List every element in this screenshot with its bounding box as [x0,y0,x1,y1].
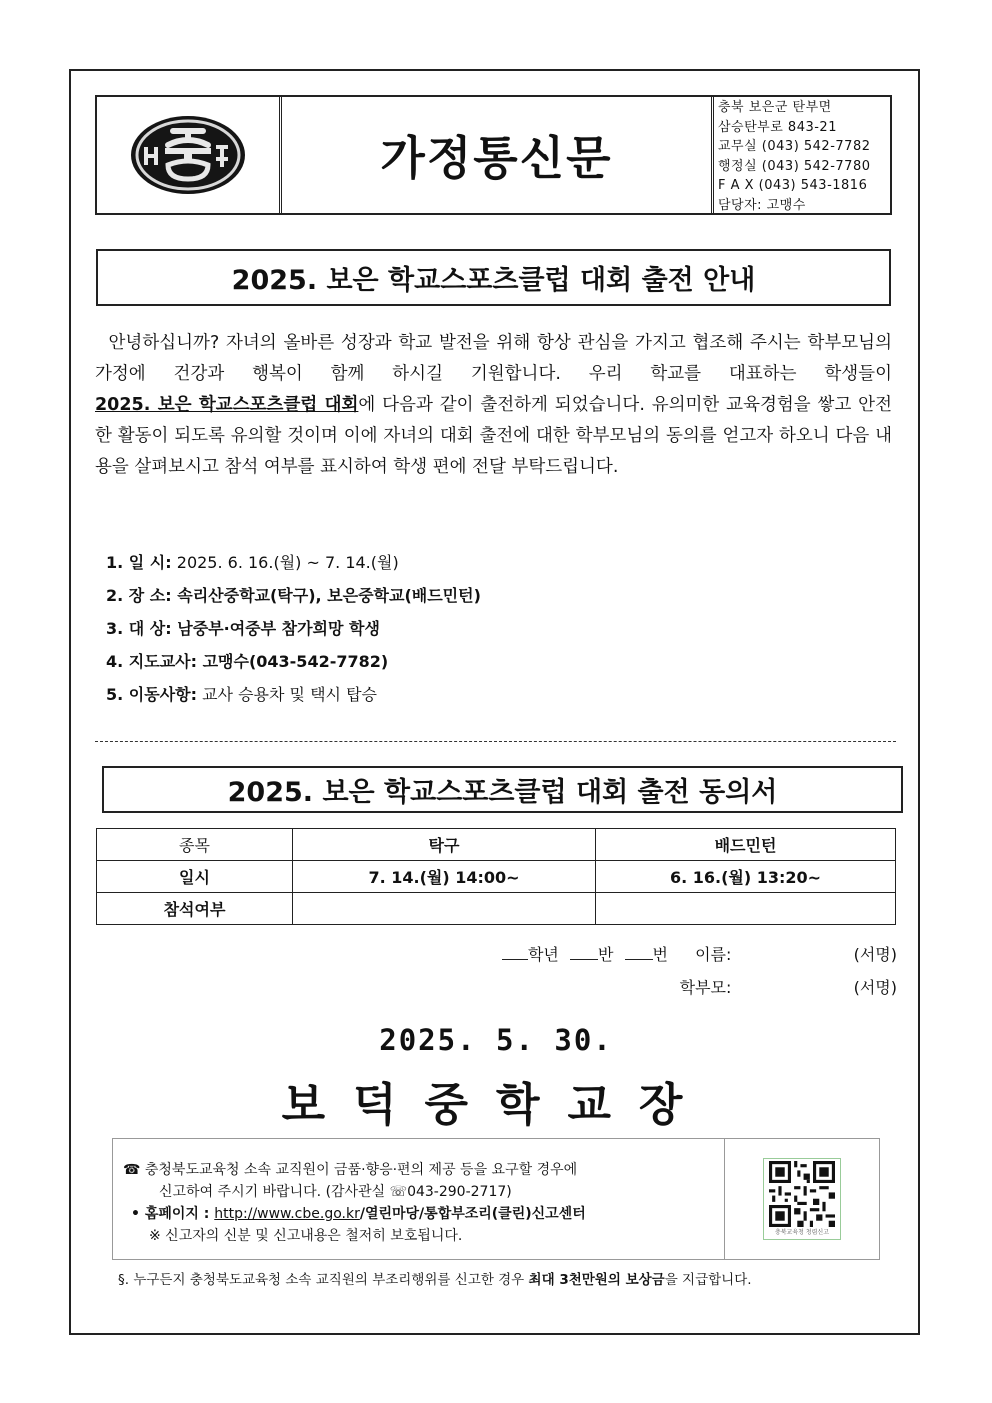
footer-bold: 최대 3천만원의 보상금 [528,1272,665,1288]
notice-line: 신고하여 주시기 바랍니다. (감사관실 ☏043-290-2717) [159,1184,512,1200]
qr-caption: 충북교육청 청렴신고 [774,1229,830,1236]
contact-line: 교무실 (043) 542-7782 [718,139,871,154]
list-item [106,546,481,579]
item-label: 2. 장 소: [106,586,172,605]
number-field[interactable] [625,945,653,960]
table-header-cell: 배드민턴 [596,829,896,861]
item-value: 속리산중학교(탁구), 보은중학교(배드민턴) [171,586,481,605]
item-value: 고맹수(043-542-7782) [197,652,389,671]
table-header-row [97,829,896,861]
anti-corruption-notice [112,1138,880,1260]
school-contact-info [714,97,890,213]
table-header-cell: 탁구 [293,829,596,861]
cbe-homepage-link[interactable]: http://www.cbe.go.kr [214,1206,360,1222]
notice-line: ☎ 충청북도교육청 소속 교직원이 금품·향응·편의 제공 등을 요구할 경우에 [123,1162,578,1178]
student-signature-line [502,942,897,965]
footer-part2: 을 지급합니다. [664,1272,752,1288]
title-cell [282,97,714,213]
list-item [106,579,481,612]
item-value: 교사 승용차 및 택시 탑승 [197,685,378,704]
attendance-badminton-cell[interactable] [596,893,896,925]
reward-footer [118,1268,752,1288]
consent-table [96,828,896,925]
item-value: 2025. 6. 16.(월) ~ 7. 14.(월) [171,553,399,572]
homepage-path: /열린마당/통합부조리(클린)신고센터 [359,1206,586,1222]
notice-title-box [96,249,891,306]
letter-header [95,95,892,215]
table-row [97,893,896,925]
contact-line: 삼승탄부로 843-21 [718,119,837,135]
item-label: 3. 대 상: [106,619,172,638]
number-label: 번 [652,945,668,964]
item-label: 1. 일 시: [106,553,172,572]
logo-text: 보덕 [179,168,197,178]
school-logo [97,97,282,213]
list-item [106,612,481,645]
homepage-line [123,1203,724,1225]
issue-date: 2025. 5. 30. [379,1023,613,1057]
consent-title: 2025. 보은 학교스포츠클럽 대회 출전 동의서 [227,777,778,808]
parent-signature-line [680,975,897,998]
grade-field[interactable] [502,945,528,960]
principal-signature: 보덕중학교장 [281,1078,711,1131]
table-cell: 6. 16.(월) 13:20~ [596,861,896,893]
item-label: 4. 지도교사: [106,652,198,671]
parent-label: 학부모: [679,978,732,997]
intro-paragraph [95,328,892,483]
grade-label: 학년 [527,945,559,964]
event-details-list [106,546,481,711]
item-label: 5. 이동사항: [106,685,198,704]
student-sign-label: (서명) [853,945,897,964]
class-label: 반 [597,945,614,964]
contact-line: 담당자: 고맹수 [718,197,806,213]
intro-part1: 안녕하십니까? 자녀의 올바른 성장과 학교 발전을 위해 항상 관심을 가지고 협조해 주시는 학부모님의 가정에 건강과 행복이 함께 하시길 기원합니다. 우리 학교를 대표하는 학생들이 [95,333,892,384]
notice-title: 2025. 보은 학교스포츠클럽 대회 출전 안내 [231,265,756,296]
parent-sign-label: (서명) [853,978,897,997]
consent-title-box [102,766,903,813]
list-item [106,645,481,678]
qr-code-icon[interactable] [769,1161,835,1227]
intro-emphasis: 2025. 보은 학교스포츠클럽 대회 [95,395,359,415]
class-field[interactable] [570,945,598,960]
table-cell: 7. 14.(월) 14:00~ [293,861,596,893]
list-item [106,678,481,711]
notice-line: ※ 신고자의 신분 및 신고내용은 철저히 보호됩니다. [149,1228,463,1244]
document-title: 가정통신문 [380,131,613,185]
table-row [97,861,896,893]
intro-part2: 에 다음과 같이 출전하게 되었습니다. 유의미한 교육경험을 쌓고 안전한 활동이 되도록 유의할 것이며 이에 자녀의 대회 출전에 대한 학부모님의 동의를 얻고자 하오니 다음 내용을 살펴보시고 참석 여부를 표시하여 학생 편에 전달 부탁드립니다. [95,395,892,477]
contact-line: F A X (043) 543-1816 [718,178,868,193]
qr-code-frame [763,1158,841,1240]
item-value: 남중부·여중부 참가희망 학생 [171,619,380,638]
footer-part1: §. 누구든지 충청북도교육청 소속 교직원의 부조리행위를 신고한 경우 [118,1272,529,1288]
student-name-label: 이름: [695,945,732,964]
notice-text [113,1139,724,1259]
cut-line [95,741,896,742]
qr-code-cell [724,1139,879,1259]
attendance-table-tennis-cell[interactable] [293,893,596,925]
school-emblem-icon [128,113,248,197]
homepage-label: • 홈페이지 : [131,1206,215,1222]
contact-line: 행정실 (043) 542-7780 [718,158,871,174]
table-header-cell: 종목 [97,829,293,861]
table-cell: 일시 [97,861,293,893]
table-cell: 참석여부 [97,893,293,925]
contact-line: 충북 보은군 탄부면 [718,100,832,115]
